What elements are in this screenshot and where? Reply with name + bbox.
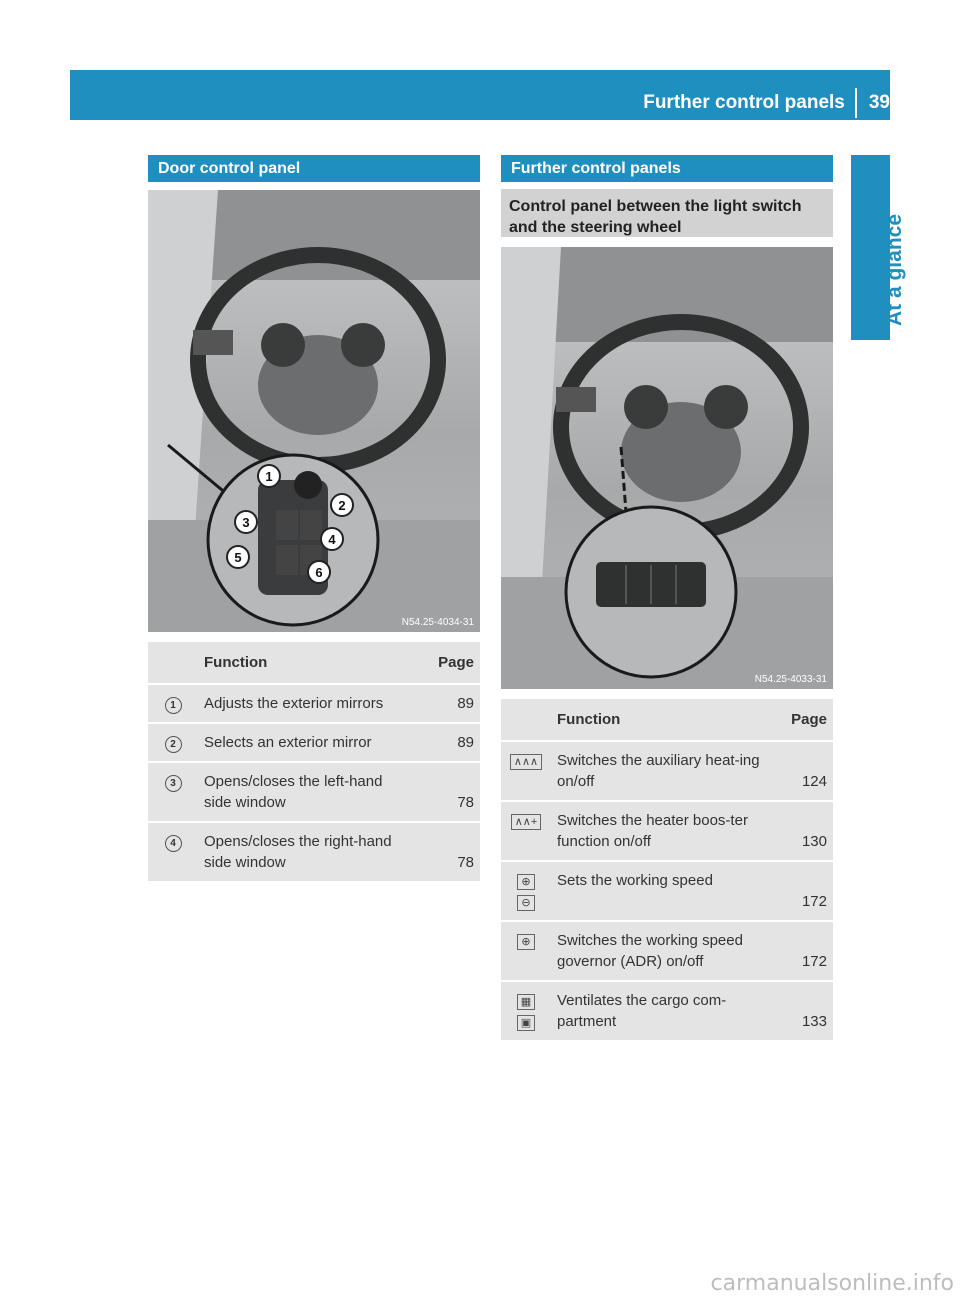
callout-6 — [308, 561, 330, 583]
item-number-badge: 4 — [165, 835, 182, 852]
page-reference[interactable]: 78 — [420, 823, 480, 881]
table-row — [501, 982, 833, 1040]
callout-5 — [227, 546, 249, 568]
svg-text:6: 6 — [315, 565, 323, 580]
svg-text:5: 5 — [234, 550, 242, 565]
subsection-heading: Control panel between the light switch and the steering wheel — [501, 189, 833, 237]
table-row — [148, 685, 480, 722]
figure-code: N54.25-4033-31 — [754, 674, 827, 685]
callout-4 — [321, 528, 343, 550]
item-number-badge: 2 — [165, 736, 182, 753]
control-panel-function-table — [501, 697, 833, 1042]
function-text: Selects an exterior mirror — [198, 724, 420, 761]
cargo-ventilation-icon: ▦ — [517, 994, 535, 1010]
svg-text:2: 2 — [338, 498, 346, 513]
callout-2 — [331, 494, 353, 516]
column-function: Function — [551, 699, 773, 740]
svg-text:1: 1 — [265, 469, 273, 484]
item-number-badge: 3 — [165, 775, 182, 792]
auxiliary-heater-icon: ∧∧∧ — [510, 754, 542, 770]
door-control-panel-photo — [148, 190, 480, 632]
column-page: Page — [420, 642, 480, 683]
figure-code: N54.25-4034-31 — [401, 617, 474, 628]
function-text: Sets the working speed — [551, 862, 773, 920]
table-header-row — [501, 699, 833, 740]
running-header-title: Further control panels — [643, 92, 845, 113]
section-heading-door-control-panel: Door control panel — [148, 155, 480, 182]
working-speed-plus-icon: ⊕ — [517, 874, 534, 890]
page-reference[interactable]: 133 — [773, 982, 833, 1040]
page-reference[interactable]: 78 — [420, 763, 480, 821]
table-row — [148, 823, 480, 881]
function-text: Adjusts the exterior mirrors — [198, 685, 420, 722]
page-reference[interactable]: 89 — [420, 685, 480, 722]
table-header-row — [148, 642, 480, 683]
control-panel-photo — [501, 247, 833, 689]
page-reference[interactable]: 172 — [773, 922, 833, 980]
function-text: Ventilates the cargo com-partment — [551, 982, 773, 1040]
door-control-function-table — [148, 640, 480, 883]
table-row — [501, 922, 833, 980]
table-row — [148, 763, 480, 821]
cargo-ventilation-off-icon: ▣ — [517, 1015, 535, 1031]
page-reference[interactable]: 89 — [420, 724, 480, 761]
page-reference[interactable]: 130 — [773, 802, 833, 860]
page-number: 39 — [868, 92, 890, 113]
svg-text:3: 3 — [242, 515, 250, 530]
working-speed-minus-icon: ⊖ — [517, 895, 534, 911]
column-page: Page — [773, 699, 833, 740]
watermark: carmanualsonline.info — [710, 1271, 954, 1296]
side-tab-label: At a glance — [883, 213, 907, 327]
adr-icon: ⊕ — [517, 934, 534, 950]
page-reference[interactable]: 172 — [773, 862, 833, 920]
function-text: Switches the heater boos-ter function on/off — [551, 802, 773, 860]
item-number-badge: 1 — [165, 697, 182, 714]
svg-text:4: 4 — [328, 532, 336, 547]
callout-3 — [235, 511, 257, 533]
page-reference[interactable]: 124 — [773, 742, 833, 800]
callout-1 — [258, 465, 280, 487]
function-text: Opens/closes the right-hand side window — [198, 823, 420, 881]
column-function: Function — [198, 642, 420, 683]
function-text: Switches the working speed governor (ADR) on/off — [551, 922, 773, 980]
table-row — [148, 724, 480, 761]
table-row — [501, 742, 833, 800]
heater-booster-icon: ∧∧+ — [511, 814, 542, 830]
table-row — [501, 862, 833, 920]
table-row — [501, 802, 833, 860]
function-text: Opens/closes the left-hand side window — [198, 763, 420, 821]
header-divider — [855, 88, 857, 118]
running-header — [643, 88, 890, 118]
section-heading-further-control-panels: Further control panels — [501, 155, 833, 182]
function-text: Switches the auxiliary heat-ing on/off — [551, 742, 773, 800]
